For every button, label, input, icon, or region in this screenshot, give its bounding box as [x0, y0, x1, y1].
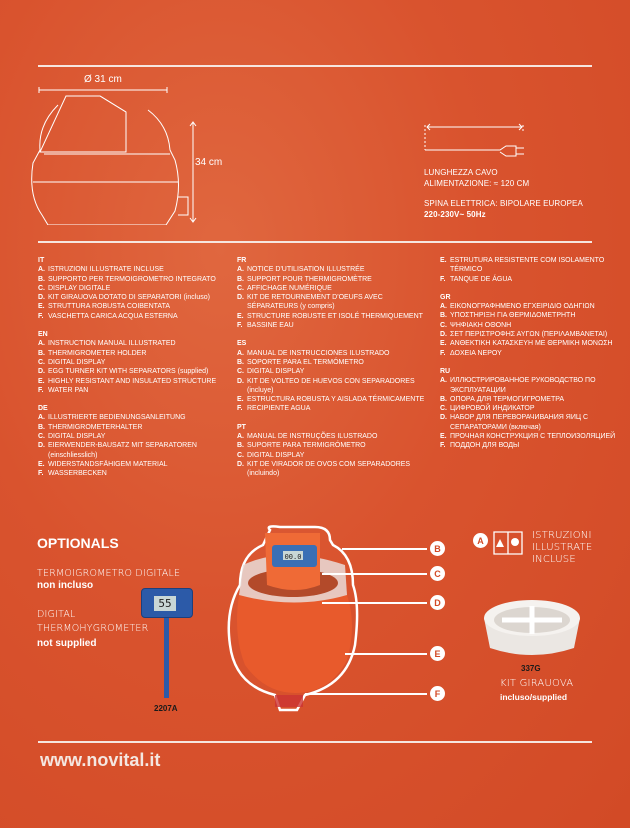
- legend-item: [440, 376, 630, 395]
- legend-item: [237, 441, 432, 450]
- thermometer-probe: [164, 618, 169, 698]
- legend-text: INSTRUCTION MANUAL ILLUSTRATED: [48, 340, 176, 348]
- legend-item: [237, 367, 432, 376]
- legend-text: ΥΠΟΣΤΗΡΙΞΗ ΓΙΑ ΘΕΡΜΙΔΟΜΕΤΡΗΤΗ: [450, 312, 576, 320]
- language-code: EN: [38, 331, 48, 339]
- legend-text: TANQUE DE ÁGUA: [450, 275, 513, 283]
- legend-text: ИЛЛЮСТРИРОВАННОЕ РУКОВОДСТВО ПО ЭКСПЛУАТАЦИИ: [450, 377, 596, 394]
- optionals-title: OPTIONALS: [37, 535, 119, 551]
- legend-letter: B.: [38, 275, 45, 283]
- legend-letter: E.: [38, 303, 45, 311]
- legend-text: ΑΝΘΕΚΤΙΚΗ ΚΑΤΑΣΚΕΥΗ ΜΕ ΘΕΡΜΙΚΗ ΜΟΝΩΣΗ: [450, 340, 613, 348]
- legend-text: KIT DE RETOURNEMENT D'OEUFS AVEC SÉPARATEURS (y compris): [247, 294, 383, 311]
- turner-code: 337G: [521, 664, 541, 673]
- legend-text: ESTRUTURA RESISTENTE COM ISOLAMENTO TÉRMICO: [450, 257, 605, 274]
- language-block-ru: [440, 367, 630, 451]
- legend-text: SUPORTE PARA TERMIGRÓMETRO: [247, 442, 366, 450]
- turner-name: KIT GIRAUOVA: [500, 678, 574, 689]
- legend-item: [237, 275, 432, 284]
- callout-line-f: [305, 693, 427, 695]
- legend-letter: D.: [440, 414, 447, 422]
- legend-item: [38, 469, 233, 478]
- legend-letter: F.: [440, 275, 446, 283]
- callout-line-c: [322, 573, 427, 575]
- legend-item: [38, 432, 233, 441]
- legend-item: [38, 302, 233, 311]
- legend-letter: E.: [440, 340, 447, 348]
- legend-letter: B.: [237, 275, 244, 283]
- legend-letter: A.: [38, 266, 45, 274]
- plug-type: SPINA ELETTRICA: BIPOLARE EUROPEA: [424, 199, 583, 208]
- language-block-en: [38, 330, 233, 395]
- power-cable-icon: [421, 122, 531, 158]
- legend-item: [237, 312, 432, 321]
- legend-letter: F.: [38, 470, 44, 478]
- legend-letter: A.: [38, 340, 45, 348]
- legend-text: MANUAL DE INSTRUÇÕES ILUSTRADO: [247, 433, 378, 441]
- website-link[interactable]: www.novital.it: [40, 750, 161, 770]
- legend-item: [38, 460, 233, 469]
- legend-item: [38, 367, 233, 376]
- legend-letter: F.: [440, 349, 446, 357]
- legend-text: STRUTTURA ROBUSTA COIBENTATA: [48, 303, 170, 311]
- thermometer-name-en-2: THERMOHYGROMETER: [37, 623, 149, 634]
- manual-line2: ILLUSTRATE: [532, 542, 593, 553]
- legend-text: DIGITAL DISPLAY: [247, 451, 305, 459]
- legend-item: [440, 441, 630, 450]
- legend-item: [237, 451, 432, 460]
- legend-text: AFFICHAGE NUMÉRIQUE: [247, 284, 332, 292]
- language-code: DE: [38, 405, 48, 413]
- manual-line3: INCLUSE: [532, 554, 576, 565]
- language-block-gr: [440, 293, 630, 358]
- incubator-outline-drawing: [30, 85, 200, 225]
- legend-item: [38, 423, 233, 432]
- legend-text: DIGITAL DISPLAY: [48, 358, 106, 366]
- legend-text: KIT GIRAUOVA DOTATO DI SEPARATORI (incluso): [48, 294, 210, 302]
- manual-book-icon: [492, 529, 526, 559]
- incubator-image: [225, 525, 365, 725]
- cable-length-line1: LUNGHEZZA CAVO: [424, 168, 498, 177]
- legend-letter: E.: [38, 460, 45, 468]
- legend-letter: E.: [38, 377, 45, 385]
- legend-letter: D.: [237, 460, 244, 468]
- legend-text: ΕΙΚΟΝΟΓΡΑΦΗΜΕΝΟ ΕΓΧΕΙΡΙΔΙΟ ΟΔΗΓΙΩΝ: [450, 303, 595, 311]
- legend-letter: C.: [440, 321, 447, 329]
- legend-item: [38, 339, 233, 348]
- legend-letter: C.: [38, 284, 45, 292]
- language-block-cont: [440, 256, 630, 284]
- legend-item: [38, 377, 233, 386]
- voltage: 220-230V~ 50Hz: [424, 210, 486, 219]
- language-block-es: [237, 339, 432, 413]
- egg-turner-kit-image: [482, 596, 582, 660]
- legend-item: [237, 349, 432, 358]
- legend-item: [440, 302, 630, 311]
- legend-letter: B.: [440, 312, 447, 320]
- language-code: GR: [440, 293, 451, 301]
- legend-item: [440, 321, 630, 330]
- thermohygrometer-image: [141, 588, 193, 618]
- callout-b: B: [430, 541, 445, 556]
- legend-item: [440, 404, 630, 413]
- legend-item: [440, 395, 630, 404]
- callout-e: E: [430, 646, 445, 661]
- top-rule: [38, 65, 592, 67]
- legend-item: [237, 284, 432, 293]
- legend-letter: A.: [38, 414, 45, 422]
- mid-rule: [38, 241, 592, 243]
- legend-letter: A.: [237, 266, 244, 274]
- legend-text: NOTICE D'UTILISATION ILLUSTRÉE: [247, 266, 365, 274]
- legend-item: [38, 284, 233, 293]
- legend-letter: C.: [440, 405, 447, 413]
- legend-item: [237, 321, 432, 330]
- legend-item: [38, 441, 233, 460]
- bottom-rule: [38, 741, 592, 743]
- legend-letter: C.: [38, 358, 45, 366]
- legend-text: WIDERSTANDSFÄHIGEM MATERIAL: [48, 460, 168, 468]
- legend-letter: E.: [440, 433, 447, 441]
- legend-item: [237, 377, 432, 396]
- legend-item: [440, 330, 630, 339]
- legend-letter: F.: [237, 405, 243, 413]
- callout-d: D: [430, 595, 445, 610]
- legend-letter: A.: [440, 377, 447, 385]
- legend-text: HIGHLY RESISTANT AND INSULATED STRUCTURE: [48, 377, 217, 385]
- legend-text: EGG TURNER KIT WITH SEPARATORS (supplied): [48, 368, 209, 376]
- legend-letter: D.: [440, 331, 447, 339]
- legend-item: [38, 386, 233, 395]
- legend-text: WATER PAN: [48, 386, 89, 394]
- legend-letter: B.: [237, 358, 244, 366]
- legend-text: MANUAL DE INSTRUCCIONES ILUSTRADO: [247, 349, 390, 357]
- language-block-it: [38, 256, 233, 321]
- language-code: IT: [38, 257, 45, 264]
- legend-letter: D.: [237, 377, 244, 385]
- legend-letter: F.: [440, 442, 446, 450]
- legend-letter: B.: [237, 442, 244, 450]
- thermometer-name-it: TERMOIGROMETRO DIGITALE: [37, 568, 181, 579]
- legend-text: ΣΕΤ ΠΕΡΙΣΤΡΟΦΗΣ ΑΥΓΩΝ (ΠΕΡΙΛΑΜΒΑΝΕΤΑΙ): [450, 331, 608, 339]
- legend-item: [237, 265, 432, 274]
- legend-letter: C.: [38, 433, 45, 441]
- legend-letter: D.: [38, 442, 45, 450]
- legend-letter: F.: [237, 322, 243, 330]
- language-code: PT: [237, 423, 246, 431]
- legend-item: [237, 395, 432, 404]
- legend-letter: B.: [440, 395, 447, 403]
- legend-letter: F.: [38, 312, 44, 320]
- thermometer-display: 55: [154, 596, 176, 611]
- legend-text: ILLUSTRIERTE BEDIENUNGSANLEITUNG: [48, 414, 186, 422]
- legend-text: ISTRUZIONI ILLUSTRATE INCLUSE: [48, 266, 164, 274]
- legend-column-2: [237, 256, 432, 488]
- legend-item: [38, 349, 233, 358]
- incubator-display: 00.0: [284, 553, 302, 561]
- callout-line-b: [342, 548, 427, 550]
- legend-text: ЦИФРОВОЙ ИНДИКАТОР: [450, 405, 535, 413]
- callout-c: C: [430, 566, 445, 581]
- legend-item: [440, 311, 630, 320]
- legend-text: BASSINE EAU: [247, 322, 294, 330]
- legend-text: THERMIGROMETER HOLDER: [48, 349, 147, 357]
- language-block-de: [38, 404, 233, 478]
- legend-item: [440, 256, 630, 275]
- diameter-label: Ø 31 cm: [84, 74, 122, 85]
- legend-letter: D.: [237, 294, 244, 302]
- legend-item: [440, 275, 630, 284]
- legend-text: DIGITAL DISPLAY: [247, 368, 305, 376]
- legend-letter: D.: [38, 368, 45, 376]
- legend-item: [237, 404, 432, 413]
- legend-text: KIT DE VIRADOR DE OVOS COM SEPARADORES (incluindo): [247, 460, 411, 478]
- legend-text: ПРОЧНАЯ КОНСТРУКЦИЯ С ТЕПЛОИЗОЛЯЦИЕЙ: [450, 433, 616, 441]
- legend-item: [237, 432, 432, 441]
- thermometer-code: 2207A: [154, 704, 178, 713]
- legend-letter: D.: [38, 294, 45, 302]
- legend-letter: E.: [237, 396, 244, 404]
- legend-item: [38, 312, 233, 321]
- legend-letter: B.: [38, 349, 45, 357]
- language-code: FR: [237, 257, 247, 264]
- legend-item: [440, 339, 630, 348]
- language-block-pt: [237, 423, 432, 479]
- thermometer-note-en: not supplied: [37, 638, 97, 649]
- legend-letter: E.: [440, 257, 447, 264]
- callout-line-d: [322, 602, 427, 604]
- legend-letter: A.: [237, 433, 244, 441]
- legend-column-1: [38, 256, 233, 488]
- manual-line1: ISTRUZIONI: [532, 530, 592, 541]
- legend-text: RECIPIENTE AGUA: [247, 405, 311, 413]
- legend-text: SUPPORT POUR THERMIGROMÈTRE: [247, 275, 372, 283]
- legend-item: [440, 413, 630, 432]
- legend-item: [38, 293, 233, 302]
- callout-line-e: [345, 653, 427, 655]
- callout-f: F: [430, 686, 445, 701]
- callout-a: A: [473, 533, 488, 548]
- legend-text: DISPLAY DIGITALE: [48, 284, 111, 292]
- language-block-fr: [237, 256, 432, 330]
- legend-text: SOPORTE PARA EL TERMÓMETRO: [247, 358, 364, 366]
- thermometer-note-it: non incluso: [37, 580, 94, 591]
- legend-item: [38, 358, 233, 367]
- legend-text: STRUCTURE ROBUSTE ET ISOLÉ THERMIQUEMENT: [247, 312, 423, 320]
- legend-column-3: [440, 256, 630, 460]
- legend-text: EIERWENDER-BAUSATZ MIT SEPARATOREN (einschliesslich): [48, 442, 197, 459]
- legend-letter: E.: [237, 312, 244, 320]
- legend-letter: C.: [237, 368, 244, 376]
- legend-text: ΔΟΧΕΙΑ ΝΕΡΟΥ: [450, 349, 502, 357]
- legend-text: KIT DE VOLTEO DE HUEVOS CON SEPARADORES (incluye): [247, 377, 415, 394]
- legend-text: ESTRUCTURA ROBUSTA Y AISLADA TÉRMICAMENTE: [247, 396, 425, 404]
- thermometer-name-en-1: DIGITAL: [37, 609, 76, 620]
- legend-item: [38, 275, 233, 284]
- legend-item: [440, 432, 630, 441]
- legend-item: [237, 460, 432, 479]
- legend-text: ПОДДОН ДЛЯ ВОДЫ: [450, 442, 520, 450]
- legend-text: ΨΗΦΙΑΚΗ ΟΘΟΝΗ: [450, 321, 512, 329]
- height-label: 34 cm: [195, 157, 223, 168]
- legend-item: [38, 265, 233, 274]
- legend-text: DIGITAL DISPLAY: [48, 433, 106, 441]
- legend-item: [38, 413, 233, 422]
- legend-text: THERMIGROMETERHALTER: [48, 423, 143, 431]
- legend-letter: B.: [38, 423, 45, 431]
- legend-letter: C.: [237, 451, 244, 459]
- legend-letter: A.: [440, 303, 447, 311]
- legend-text: SUPPORTO PER TERMOIGROMETRO INTEGRATO: [48, 275, 216, 283]
- turner-note: incluso/supplied: [500, 692, 568, 702]
- legend-item: [237, 293, 432, 312]
- cable-length-line2: ALIMENTAZIONE: ≈ 120 CM: [424, 179, 530, 188]
- legend-letter: A.: [237, 349, 244, 357]
- legend-letter: F.: [38, 386, 44, 394]
- legend-item: [237, 358, 432, 367]
- language-code: RU: [440, 367, 451, 375]
- legend-text: ОПОРА ДЛЯ ТЕРМОГИГРОМЕТРА: [450, 395, 565, 403]
- legend-item: [440, 349, 630, 358]
- language-code: ES: [237, 340, 247, 348]
- legend-text: НАБОР ДЛЯ ПЕРЕВОРАЧИВАНИЯ ЯИЦ С СЕПАРАТОРАМИ (включая): [450, 414, 589, 431]
- legend-letter: C.: [237, 284, 244, 292]
- legend-text: VASCHETTA CARICA ACQUA ESTERNA: [48, 312, 178, 320]
- legend-text: WASSERBECKEN: [48, 470, 107, 478]
